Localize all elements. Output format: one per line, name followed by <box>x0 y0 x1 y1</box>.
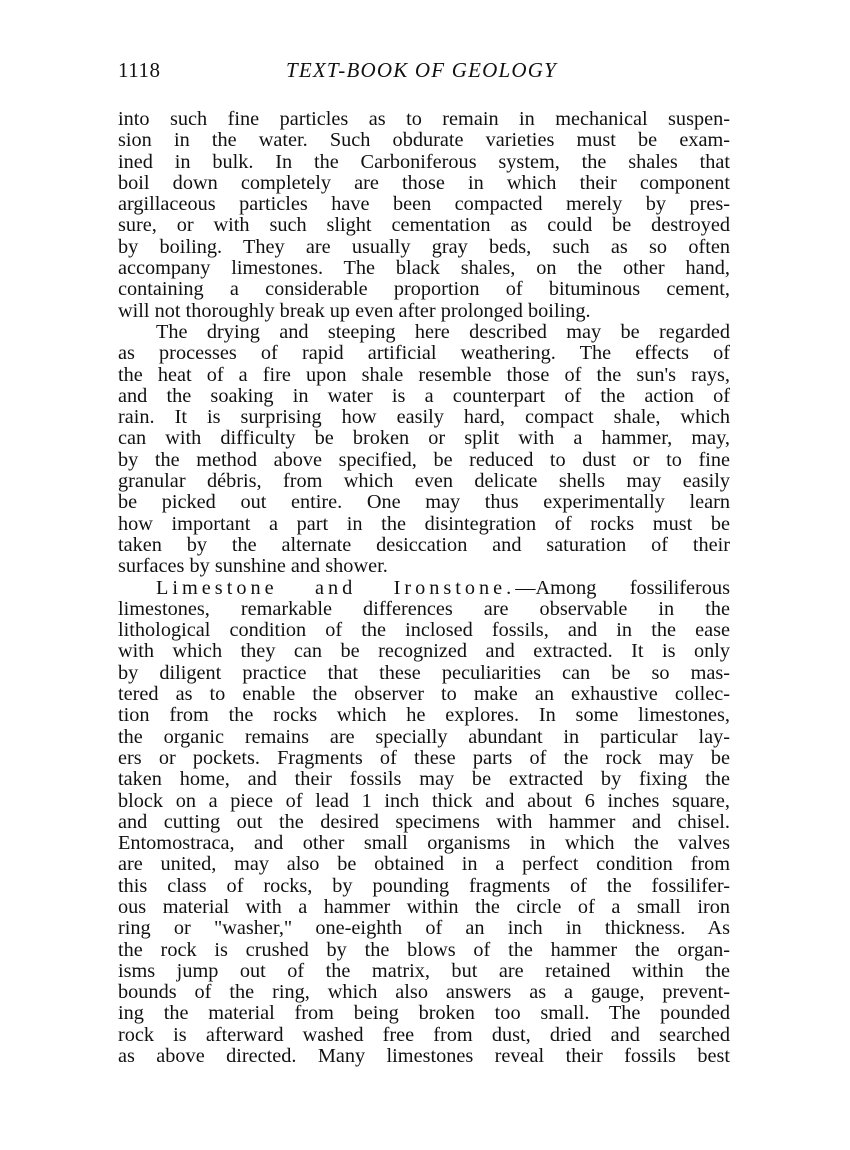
text-line: sure, or with such slight cementation as could be destroyed <box>118 215 730 237</box>
text-line <box>118 578 730 599</box>
text-line: the organic remains are specially abundant in particular lay- <box>118 726 730 748</box>
body-text <box>118 109 730 1067</box>
text-line: ined in bulk. In the Carboniferous system, the shales that <box>118 151 730 173</box>
text-line: accompany limestones. The black shales, on the other hand, <box>118 258 730 280</box>
running-title: TEXT-BOOK OF GEOLOGY <box>286 58 557 82</box>
text-line: taken by the alternate desiccation and saturation of their <box>118 534 730 556</box>
text-line: are united, may also be obtained in a perfect condition from <box>118 854 730 876</box>
text-line: taken home, and their fossils may be extracted by fixing the <box>118 769 730 791</box>
text-line-continuation: —Among fossiliferous <box>515 577 730 599</box>
page-header <box>118 58 730 88</box>
text-line: rain. It is surprising how easily hard, compact shale, which <box>118 407 730 429</box>
text-line: the heat of a fire upon shale resemble those of the sun's rays, <box>118 364 730 386</box>
text-line: The drying and steeping here described may be regarded <box>156 321 730 343</box>
text-line: as above directed. Many limestones reveal their fossils best <box>118 1046 730 1068</box>
text-line: by boiling. They are usually gray beds, such as so often <box>118 236 730 258</box>
text-line: surfaces by sunshine and shower. <box>118 556 388 578</box>
text-line: ring or "washer," one-eighth of an inch in thickness. As <box>118 918 730 940</box>
text-line: argillaceous particles have been compacted merely by pres- <box>118 194 730 216</box>
text-line: as processes of rapid artificial weathering. The effects of <box>118 343 730 365</box>
text-line: sion in the water. Such obdurate varieties must be exam- <box>118 130 730 152</box>
text-line: boil down completely are those in which their component <box>118 172 730 194</box>
text-line: block on a piece of lead 1 inch thick and about 6 inches square, <box>118 790 730 812</box>
text-line: ing the material from being broken too small. The pounded <box>118 1003 730 1025</box>
text-line: can with difficulty be broken or split with a hammer, may, <box>118 428 730 450</box>
text-line: into such fine particles as to remain in mechanical suspen- <box>118 109 730 130</box>
text-line: Entomostraca, and other small organisms in which the valves <box>118 833 730 855</box>
text-line: ers or pockets. Fragments of these parts of the rock may be <box>118 747 730 769</box>
text-line: limestones, remarkable differences are observable in the <box>118 598 730 620</box>
text-line: how important a part in the disintegration of rocks must be <box>118 513 730 535</box>
text-line: and the soaking in water is a counterpart of the action of <box>118 385 730 407</box>
text-line: by diligent practice that these peculiarities can be so mas- <box>118 662 730 684</box>
text-line: will not thoroughly break up even after prolonged boiling. <box>118 300 591 322</box>
text-line: tion from the rocks which he explores. In some limestones, <box>118 705 730 727</box>
text-line: with which they can be recognized and extracted. It is only <box>118 641 730 663</box>
text-line: bounds of the ring, which also answers as a gauge, prevent- <box>118 982 730 1004</box>
text-line: rock is afterward washed free from dust, dried and searched <box>118 1024 730 1046</box>
text-line: and cutting out the desired specimens with hammer and chisel. <box>118 811 730 833</box>
section-heading: Limestone and Ironstone. <box>156 577 516 599</box>
text-line: containing a considerable proportion of bituminous cement, <box>118 279 730 301</box>
text-line: granular débris, from which even delicate shells may easily <box>118 471 730 493</box>
text-line: the rock is crushed by the blows of the hammer the organ- <box>118 939 730 961</box>
text-line: isms jump out of the matrix, but are retained within the <box>118 960 730 982</box>
text-line: tered as to enable the observer to make an exhaustive collec- <box>118 684 730 706</box>
text-line: this class of rocks, by pounding fragments of the fossilifer- <box>118 875 730 897</box>
text-line: by the method above specified, be reduced to dust or to fine <box>118 449 730 471</box>
text-line: ous material with a hammer within the circle of a small iron <box>118 896 730 918</box>
page-number: 1118 <box>118 58 161 82</box>
text-line: lithological condition of the inclosed fossils, and in the ease <box>118 620 730 642</box>
text-line: be picked out entire. One may thus experimentally learn <box>118 492 730 514</box>
